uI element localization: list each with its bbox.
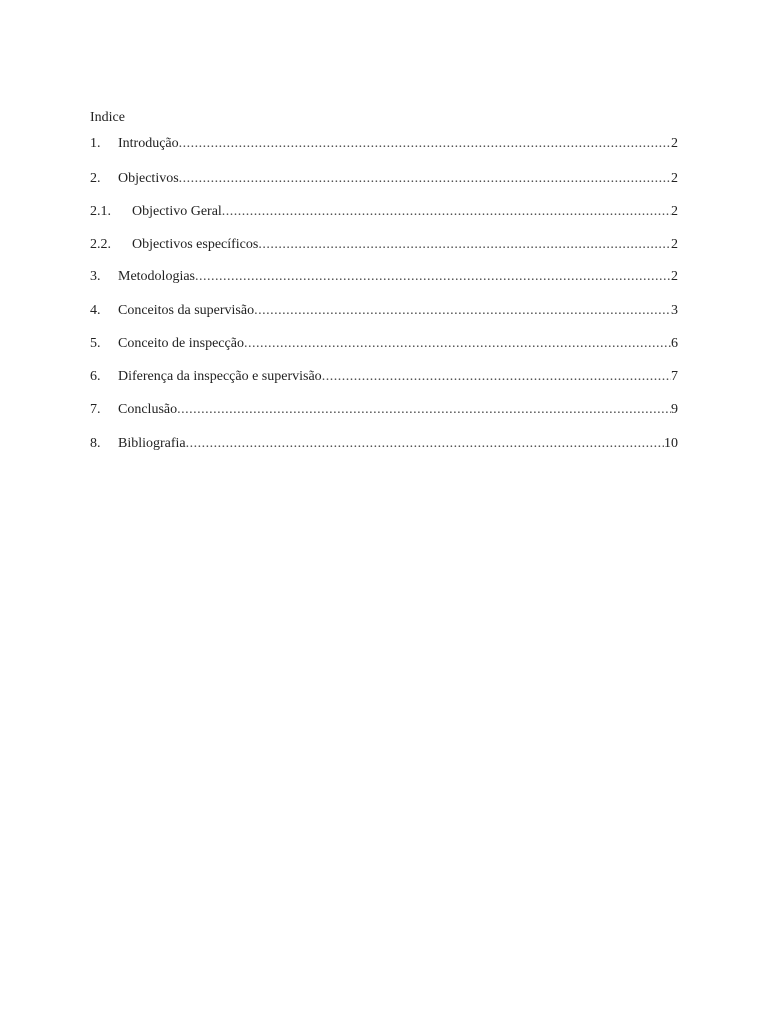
- toc-entry-number: 1.: [90, 136, 101, 151]
- toc-dot-leader: [179, 170, 671, 188]
- toc-entry-number: 6.: [90, 369, 101, 384]
- toc-entry-label: Conclusão: [118, 402, 178, 417]
- toc-entry-number: 2.: [90, 171, 101, 186]
- toc-entry-diferenca[interactable]: [90, 368, 678, 386]
- toc-dot-leader: [222, 203, 671, 221]
- toc-entry-page: 3: [671, 303, 678, 318]
- toc-dot-leader: [179, 135, 671, 153]
- toc-dot-leader: [177, 401, 671, 419]
- toc-entry-label: Conceitos da supervisão: [118, 303, 255, 318]
- toc-entry-page: 10: [664, 436, 678, 451]
- toc-entry-number: 4.: [90, 303, 101, 318]
- toc-entry-metodologias[interactable]: [90, 268, 678, 286]
- toc-entry-conceito-inspeccao[interactable]: [90, 335, 678, 353]
- toc-entry-page: 6: [671, 336, 678, 351]
- toc-entry-objectivos-especificos[interactable]: [90, 236, 678, 254]
- toc-entry-page: 2: [671, 136, 678, 151]
- toc-entry-page: 7: [671, 369, 678, 384]
- toc-entry-objectivos[interactable]: [90, 170, 678, 188]
- toc-dot-leader: [195, 268, 671, 286]
- toc-entry-conceitos-supervisao[interactable]: [90, 302, 678, 320]
- toc-dot-leader: [186, 435, 664, 453]
- toc-entry-objectivo-geral[interactable]: [90, 203, 678, 221]
- toc-entry-page: 2: [671, 237, 678, 252]
- toc-entry-conclusao[interactable]: [90, 401, 678, 419]
- toc-title: Indice: [90, 110, 125, 125]
- toc-dot-leader: [244, 335, 671, 353]
- toc-dot-leader: [258, 236, 671, 254]
- toc-entry-label: Introdução: [118, 136, 179, 151]
- toc-entry-number: 8.: [90, 436, 101, 451]
- toc-entry-page: 9: [671, 402, 678, 417]
- toc-entry-number: 3.: [90, 269, 101, 284]
- toc-dot-leader: [254, 302, 671, 320]
- toc-entry-number: 5.: [90, 336, 101, 351]
- toc-entry-label: Objectivos: [118, 171, 179, 186]
- toc-entry-page: 2: [671, 269, 678, 284]
- toc-entry-page: 2: [671, 204, 678, 219]
- toc-dot-leader: [322, 368, 671, 386]
- toc-entry-number: 2.2.: [90, 237, 111, 252]
- toc-entry-number: 7.: [90, 402, 101, 417]
- toc-entry-label: Objectivo Geral: [132, 204, 222, 219]
- toc-entry-bibliografia[interactable]: [90, 435, 678, 453]
- toc-entry-label: Objectivos específicos: [132, 237, 259, 252]
- toc-entry-introducao[interactable]: [90, 135, 678, 153]
- toc-entry-label: Bibliografia: [118, 436, 186, 451]
- toc-entry-page: 2: [671, 171, 678, 186]
- toc-entry-label: Metodologias: [118, 269, 195, 284]
- toc-entry-label: Conceito de inspecção: [118, 336, 244, 351]
- toc-entry-label: Diferença da inspecção e supervisão: [118, 369, 322, 384]
- toc-entry-number: 2.1.: [90, 204, 111, 219]
